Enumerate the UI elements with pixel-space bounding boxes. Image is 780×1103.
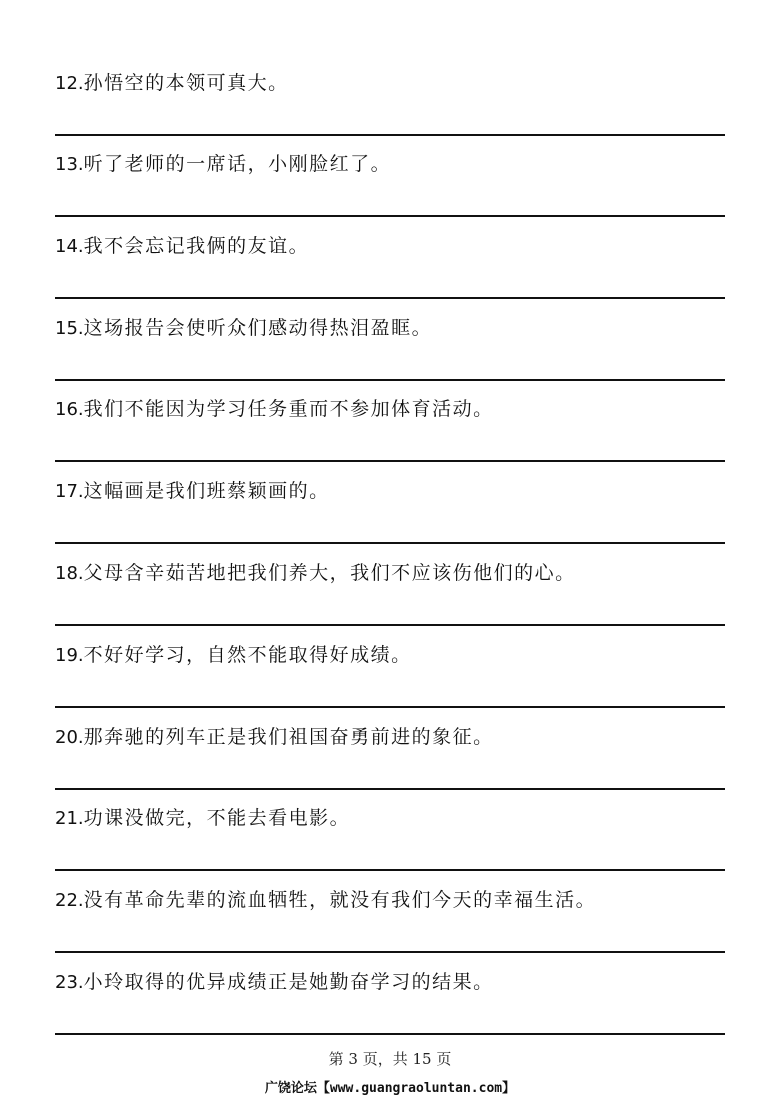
exercise-text: 这场报告会使听众们感动得热泪盈眶。 (83, 317, 433, 339)
exercise-sentence (55, 560, 576, 587)
exercise-item (55, 470, 725, 551)
exercise-sentence (55, 315, 432, 342)
answer-line (55, 624, 725, 626)
exercise-text: 孙悟空的本领可真大。 (83, 72, 289, 94)
exercise-sentence (55, 969, 494, 996)
exercise-text: 那奔驰的列车正是我们祖国奋勇前进的象征。 (83, 726, 494, 748)
exercise-number: 18. (55, 563, 84, 584)
exercise-number: 21. (55, 808, 84, 829)
exercise-text: 父母含辛茹苦地把我们养大，我们不应该伤他们的心。 (83, 562, 576, 584)
exercise-sentence (55, 887, 596, 914)
exercise-number: 22. (55, 890, 84, 911)
answer-line (55, 869, 725, 871)
exercise-number: 12. (55, 73, 84, 94)
exercise-text: 功课没做完，不能去看电影。 (83, 807, 351, 829)
answer-line (55, 542, 725, 544)
answer-line (55, 1033, 725, 1035)
exercise-text: 我们不能因为学习任务重而不参加体育活动。 (83, 398, 494, 420)
exercise-sentence (55, 70, 289, 97)
answer-line (55, 788, 725, 790)
exercise-item (55, 388, 725, 469)
exercise-sentence (55, 151, 391, 178)
exercise-text: 不好好学习，自然不能取得好成绩。 (83, 644, 412, 666)
exercise-text: 这幅画是我们班蔡颖画的。 (83, 480, 330, 502)
answer-line (55, 134, 725, 136)
page-number-footer: 第 3 页，共 15 页 (328, 1050, 452, 1068)
exercise-number: 13. (55, 154, 84, 175)
exercise-number: 16. (55, 399, 84, 420)
answer-line (55, 297, 725, 299)
exercise-item (55, 225, 725, 306)
exercise-text: 没有革命先辈的流血牺牲，就没有我们今天的幸福生活。 (83, 889, 597, 911)
exercise-sentence (55, 396, 494, 423)
exercise-item (55, 634, 725, 715)
exercise-number: 19. (55, 645, 84, 666)
exercise-text: 小玲取得的优异成绩正是她勤奋学习的结果。 (83, 971, 494, 993)
exercise-number: 20. (55, 727, 84, 748)
exercise-number: 15. (55, 318, 84, 339)
exercise-item (55, 961, 725, 1042)
exercise-text: 我不会忘记我俩的友谊。 (83, 235, 310, 257)
exercise-item (55, 62, 725, 143)
exercise-number: 14. (55, 236, 84, 257)
site-watermark: 广饶论坛【www.guangraoluntan.com】 (264, 1081, 516, 1096)
exercise-item (55, 797, 725, 878)
answer-line (55, 951, 725, 953)
exercise-sentence (55, 478, 330, 505)
exercise-sentence (55, 805, 350, 832)
exercise-sentence (55, 642, 412, 669)
answer-line (55, 379, 725, 381)
exercise-sentence (55, 724, 494, 751)
exercise-item (55, 552, 725, 633)
answer-line (55, 460, 725, 462)
exercise-sentence (55, 233, 309, 260)
answer-line (55, 706, 725, 708)
exercise-item (55, 143, 725, 224)
answer-line (55, 215, 725, 217)
exercise-item (55, 716, 725, 797)
exercise-number: 17. (55, 481, 84, 502)
exercise-text: 听了老师的一席话，小刚脸红了。 (83, 153, 392, 175)
exercise-number: 23. (55, 972, 84, 993)
exercise-item (55, 307, 725, 388)
exercise-item (55, 879, 725, 960)
